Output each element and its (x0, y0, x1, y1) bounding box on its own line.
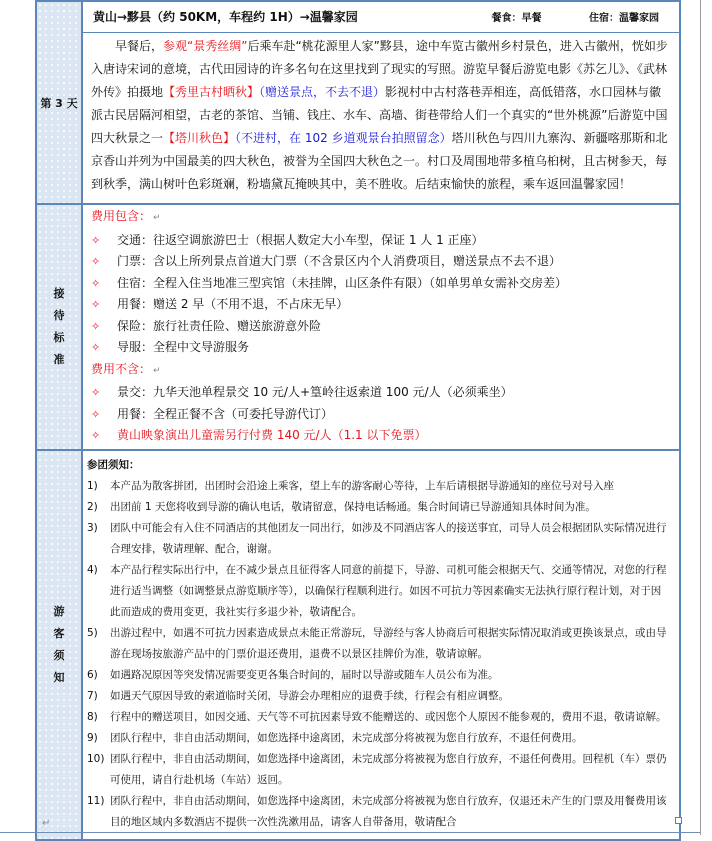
notice-item-number: 7) (87, 689, 98, 702)
notice-item-text: 如遇路况原因等突发情况需要变更各集合时间的，届时以导游或随车人员公布为准。 (110, 668, 499, 681)
desc-highlight-xiuli: 【秀里古村晒秋】 (163, 85, 260, 99)
notice-item (87, 518, 671, 560)
notice-item-number: 10) (87, 752, 105, 765)
reception-cell (82, 204, 680, 450)
route-header-row (36, 1, 680, 33)
route-header (83, 2, 679, 25)
day-label: 第 3 天 (40, 96, 78, 110)
route-title: 黄山→黟县（约 50KM，车程约 1H）→温馨家园 (93, 10, 358, 24)
desc-highlight-silk: 参观“景秀丝绸” (163, 39, 248, 53)
desc-note-gift: （赠送景点，不去不退） (259, 85, 386, 99)
page-edge-bottom (0, 832, 700, 833)
diamond-bullet-icon: ✧ (91, 298, 101, 311)
excluded-item: ✧ 景交：九华天池单程景交 10 元/人+篁岭往返索道 100 元/人（必须乘坐） (91, 382, 671, 404)
notice-item-text: 出团前 1 天您将收到导游的确认电话，敬请留意，保持电话畅通。集合时间请已导游通知具体时间为准。 (110, 500, 596, 513)
diamond-bullet-icon: ✧ (91, 386, 101, 399)
notice-label: 游 客 须 知 (53, 604, 65, 684)
day-label-cell (36, 1, 82, 204)
notice-item (87, 560, 671, 623)
diamond-bullet-icon: ✧ (91, 255, 101, 268)
reception-label-cell (36, 204, 82, 450)
notice-item-number: 2) (87, 500, 98, 513)
notice-item-number: 6) (87, 668, 98, 681)
excluded-item: ✧ 用餐：全程正餐不含（可委托导游代订） (91, 404, 671, 426)
notice-item-text: 团队中可能会有入住不同酒店的其他团友一同出行，如涉及不同酒店客人的接送事宜，司导人员会根据团队实际情况进行合理安排，敬请理解、配合，谢谢。 (110, 521, 667, 555)
notice-item (87, 623, 671, 665)
desc-note-viewpoint: （不进村，在 102 乡道观景台拍照留念） (235, 131, 452, 145)
notice-item-text: 本产品行程实际出行中，在不减少景点且征得客人同意的前提下，导游、司机可能会根据天气、交通等情况，对您的行程进行适当调整（如调整景点游览顺序等），以确保行程顺利进行。如因不可抗力等因素确实无法执行原行程计划，对于因此而造成的费用变更，我社实行多退少补，敬请配合。 (110, 563, 667, 618)
notice-item (87, 476, 671, 497)
desc-text: 早餐后， (115, 39, 164, 53)
notice-item (87, 497, 671, 518)
excluded-item-show: ✧ 黄山映象演出儿童需另行付费 140 元/人（1.1 以下免票） (91, 425, 671, 447)
notice-item-text: 出游过程中，如遇不可抗力因素造成景点未能正常游玩，导游经与客人协商后可根据实际情况取消或更换该景点，或由导游在现场按旅游产品中的门票价退还费用，退费不以景区挂牌价为准，敬请谅解。 (110, 626, 667, 660)
notice-item-number: 11) (87, 794, 105, 807)
lodging-info: 住宿：温馨家园 (589, 13, 659, 24)
page-edge-right (700, 0, 701, 835)
notice-row (36, 450, 680, 840)
notice-item (87, 749, 671, 791)
diamond-bullet-icon: ✧ (91, 429, 101, 442)
included-item: ✧ 保险：旅行社责任险、赠送旅游意外险 (91, 316, 671, 338)
notice-item (87, 686, 671, 707)
notice-item-number: 5) (87, 626, 98, 639)
notice-item-text: 团队行程中，非自由活动期间，如您选择中途离团，未完成部分将被视为您自行放弃，不退任何费用。 (110, 731, 583, 744)
notice-cell (82, 450, 680, 840)
notice-item (87, 791, 671, 833)
notice-item (87, 707, 671, 728)
notice-item-text: 本产品为散客拼团，出团时会沿途上乘客，望上车的游客耐心等待，上车后请根据导游通知的座位号对号入座 (110, 479, 614, 492)
fees-section (83, 205, 679, 449)
included-item: ✧ 住宿：全程入住当地准三型宾馆（未挂牌，山区条件有限）（如单男单女需补交房差） (91, 273, 671, 295)
desc-text: 影视村中古村落巷弄相连，高低错落，水口园林与徽派古民居隔河相望，古老的茶馆、当铺、钱庄、水车、高墙、街巷带给人们一个真实的“世外桃源”后游览中国四大秋景之一 (91, 85, 668, 145)
diamond-bullet-icon: ✧ (91, 233, 101, 247)
desc-highlight-tachuan: 【塔川秋色】 (163, 131, 236, 145)
notice-item-text: 如遇天气原因导致的索道临时关闭，导游会办理相应的退费手续，行程会有相应调整。 (110, 689, 509, 702)
diamond-bullet-icon: ✧ (91, 276, 101, 290)
notice-item-text: 团队行程中，非自由活动期间，如您选择中途离团，未完成部分将被视为您自行放弃，不退任何费用。回程机（车）票仍可使用，请自行赴机场（车站）返回。 (110, 752, 667, 786)
notice-item-text: 行程中的赠送项目，如因交通、天气等不可抗因素导致不能赠送的、或因您个人原因不能参观的，费用不退，敬请谅解。 (110, 710, 667, 723)
notice-item-number: 3) (87, 521, 98, 534)
reception-label: 接 待 标 准 (53, 286, 65, 366)
desc-text: 塔川秋色与四川九寨沟、新疆喀那斯和北京香山并列为中国最美的四大秋色，被誉为全国四大秋色之一。村口及周围地带多植乌桕树，且古树参天，每到秋季，满山树叶色彩斑斓，粉墙黛瓦掩映其中，美不胜收。后结束愉快的旅程，乘车返回温馨家园！ (91, 131, 668, 191)
desc-text: 后乘车赴“桃花源里人家”黟县，途中车览古徽州乡村景色，进入古徽州，恍如步入唐诗宋词的意境，古代田园诗的许多名句在这里找到了现实的写照。游览早餐后游览电影《苏乞儿》、《武林外传》拍摄地 (91, 39, 668, 99)
notice-item-number: 9) (87, 731, 98, 744)
notice-item-number: 8) (87, 710, 98, 723)
diamond-bullet-icon: ✧ (91, 319, 101, 333)
excluded-heading: 费用不含： ↵ (91, 361, 161, 376)
diamond-bullet-icon: ✧ (91, 407, 101, 421)
notice-item-text: 团队行程中，非自由活动期间，如您选择中途离团，未完成部分将被视为您自行放弃，仅退还未产生的门票及用餐费用该目的地区域内多数酒店不提供一次性洗漱用品，请客人自带备用，敬请配合 (110, 794, 667, 828)
table-resize-handle[interactable] (675, 817, 682, 824)
notice-item-number: 1) (87, 479, 98, 492)
diamond-bullet-icon: ✧ (91, 341, 101, 354)
notice-section (83, 451, 679, 839)
itinerary-table (35, 0, 681, 841)
notice-item (87, 728, 671, 749)
included-heading: 费用包含： ↵ (91, 209, 161, 223)
paragraph-mark-icon: ↵ (42, 818, 51, 829)
route-meta (448, 9, 659, 24)
route-header-cell (82, 1, 680, 33)
reception-row (36, 204, 680, 450)
notice-title: 参团须知： (87, 458, 140, 471)
included-item: ✧ 交通：往返空调旅游巴士（根据人数定大小车型，保证 1 人 1 正座） (91, 230, 671, 252)
included-item: ✧ 导服：全程中文导游服务 (91, 337, 671, 359)
meals-info: 餐食：早餐 (491, 13, 542, 24)
description-row (36, 33, 680, 205)
notice-item-number: 4) (87, 563, 98, 576)
description-cell (82, 33, 680, 205)
day-description (83, 33, 679, 198)
notice-item (87, 665, 671, 686)
included-item: ✧ 用餐：赠送 2 早（不用不退，不占床无早） (91, 294, 671, 316)
notice-label-cell (36, 450, 82, 840)
included-item: ✧ 门票：含以上所列景点首道大门票（不含景区内个人消费项目，赠送景点不去不退） (91, 251, 671, 273)
